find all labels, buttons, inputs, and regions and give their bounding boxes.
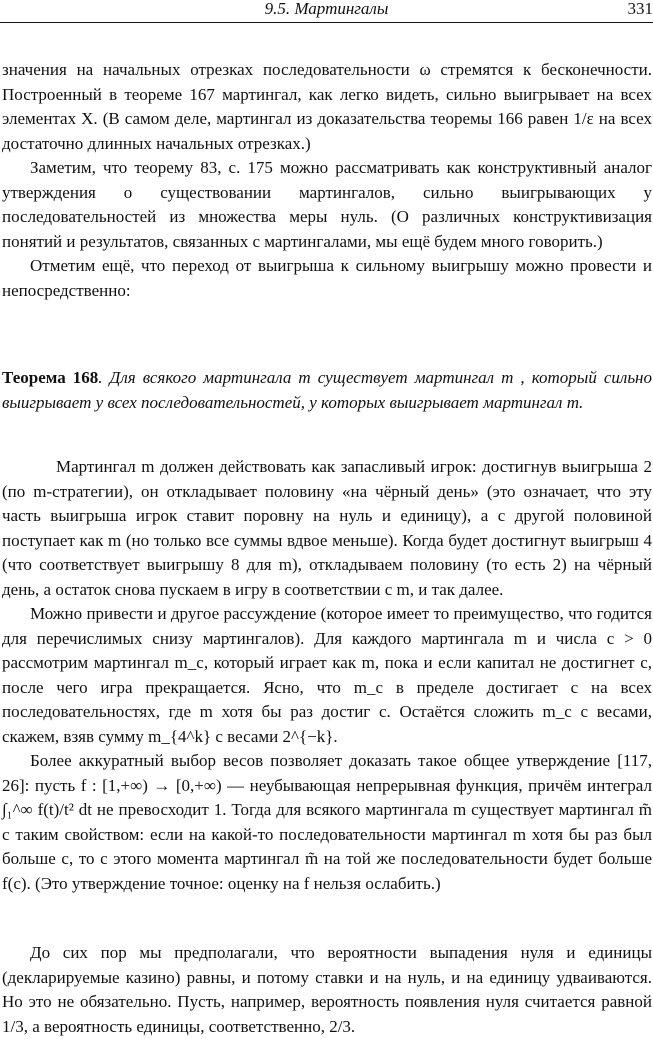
paragraph: Более аккуратный выбор весов позволяет доказать такое общее утверждение [117, 26]: пусть f : [1,+∞) → [0,+∞) — неубывающая непрерывная функция, причём интеграл ∫₁^∞ f(t)/t² dt не превосходит 1. Тогда для всякого мартингала m существует мартингал m̃ с таким свойством: если на какой-то последовательности мартингал m хотя бы раз был больше c, то с этого момента мартингал m̃ на той же последовательности будет больше f(c). (Это утверждение точное: оценку на f нельзя ослабить.) xyxy=(2,749,652,896)
paragraph: Мартингал m должен действовать как запасливый игрок: достигнув выигрыша 2 (по m-стратегии), он откладывает половину «на чёрный день» (это означает, что эту часть выигрыша игрок ставит поровну на нуль и единицу), а с другой половиной поступает как m (но только все суммы вдвое меньше). Когда будет достигнут выигрыш 4 (что соответствует выигрышу 8 для m), откладываем половину (то есть 2) на чёрный день, а остаток снова пускаем в игру в соответствии с m, и так далее. xyxy=(2,455,652,602)
section-title: 9.5. Мартингалы xyxy=(0,0,653,22)
paragraph: Отметим ещё, что переход от выигрыша к сильному выигрышу можно провести и непосредственно: xyxy=(2,254,652,303)
paragraph: До сих пор мы предполагали, что вероятности выпадения нуля и единицы (декларируемые казино) равны, и потому ставки и на нуль, и на единицу удваиваются. Но это не обязательно. Пусть, например, вероятность появления нуля считается равной 1/3, а вероятность единицы, соответственно, 2/3. xyxy=(2,941,652,1039)
paragraph: Можно привести и другое рассуждение (которое имеет то преимущество, что годится для перечислимых снизу мартингалов). Для каждого мартингала m и числа c > 0 рассмотрим мартингал m_c, который играет как m, пока и если капитал не достигнет c, после чего игра прекращается. Ясно, что m_c в пределе достигает c на всех последовательностях, где m хотя бы раз достиг c. Остаётся сложить m_c с весами, скажем, взяв сумму m_{4^k} с весами 2^{−k}. xyxy=(2,602,652,749)
proof-text xyxy=(2,455,652,896)
header-rule xyxy=(0,22,653,23)
paragraph: Заметим, что теорему 83, с. 175 можно рассматривать как конструктивный аналог утверждения о существовании мартингалов, сильно выигрывающих у последовательностей из множества меры нуль. (О различных конструктивизация понятий и результатов, связанных с мартингалами, мы ещё будем много говорить.) xyxy=(2,156,652,254)
theorem-label: Теорема 168 xyxy=(2,368,98,387)
theorem-paragraph xyxy=(2,366,652,415)
closing-text xyxy=(2,941,652,1039)
theorem-168 xyxy=(2,366,652,415)
theorem-statement: . Для всякого мартингала m существует мартингал m , который сильно выигрывает у всех последовательностей, у которых выигрывает мартингал m. xyxy=(2,368,652,412)
intro-text xyxy=(2,58,652,303)
running-header xyxy=(0,0,653,22)
paragraph: значения на начальных отрезках последовательности ω стремятся к бесконечности. Построенный в теореме 167 мартингал, как легко видеть, сильно выигрывает на всех элементах X. (В самом деле, мартингал из доказательства теоремы 166 равен 1/ε на всех достаточно длинных начальных отрезках.) xyxy=(2,58,652,156)
page-number: 331 xyxy=(628,0,653,22)
